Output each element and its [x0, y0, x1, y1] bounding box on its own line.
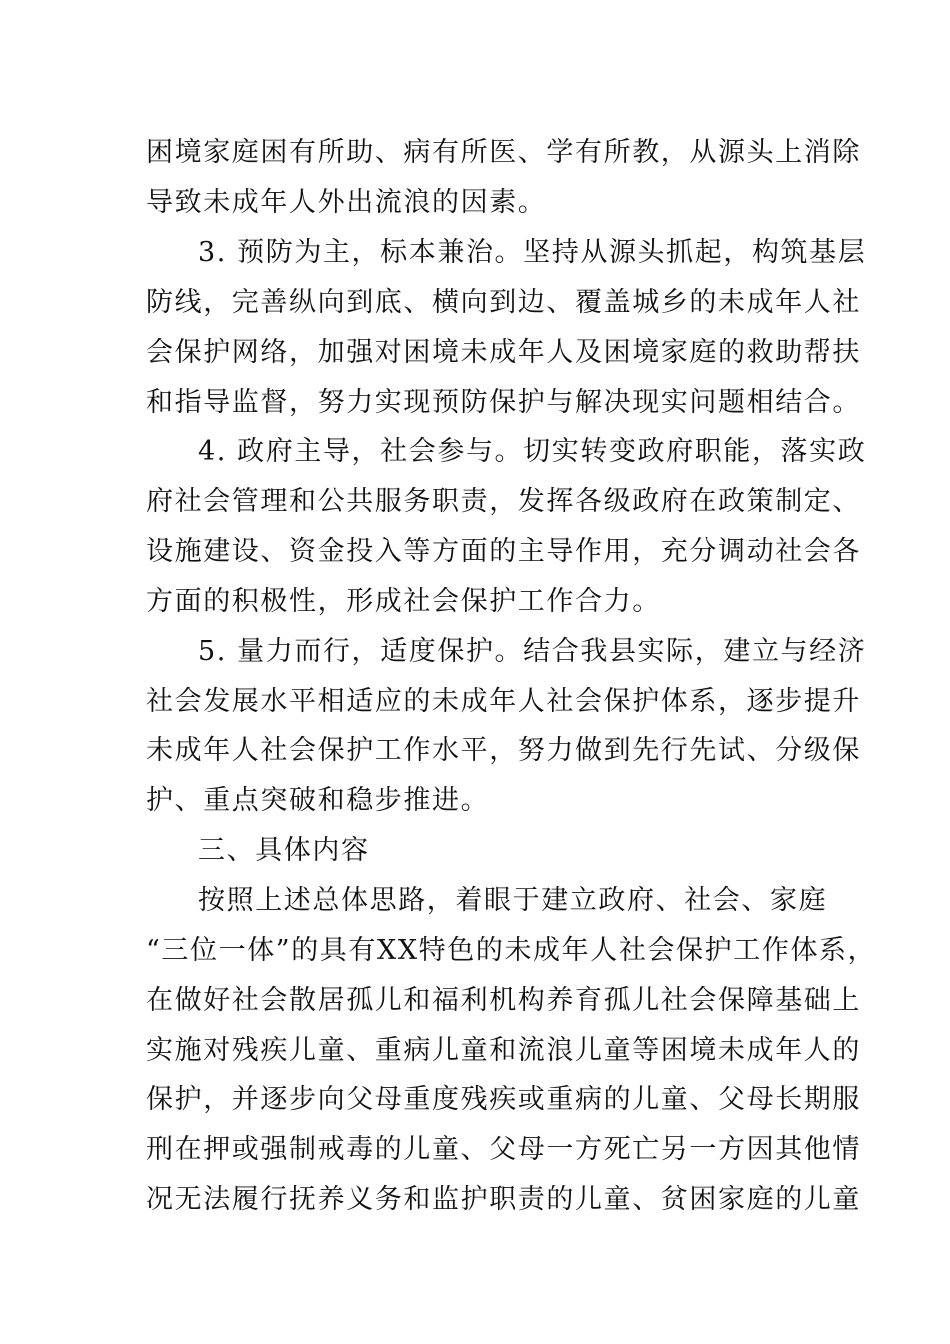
text-line: 刑在押或强制戒毒的儿童、父母一方死亡另一方因其他情 [146, 1134, 861, 1165]
text-line: 按照上述总体思路，着眼于建立政府、社会、家庭 [198, 885, 828, 916]
text-line: 护、重点突破和稳步推进。 [146, 785, 490, 816]
text-line: 防线，完善纵向到底、横向到边、覆盖城乡的未成年人社 [146, 287, 861, 318]
text-line: 方面的积极性，形成社会保护工作合力。 [146, 586, 661, 617]
text-line: 保护，并逐步向父母重度残疾或重病的儿童、父母长期服 [146, 1084, 861, 1115]
text-line: 和指导监督，努力实现预防保护与解决现实问题相结合。 [146, 387, 861, 418]
text-line: “三位一体”的具有XX特色的未成年人社会保护工作体系， [146, 935, 877, 966]
text-line-item-4: 4. 政府主导，社会参与。切实转变政府职能，落实政 [198, 436, 867, 467]
text-line: 困境家庭困有所助、病有所医、学有所教，从源头上消除 [146, 137, 861, 168]
text-line: 府社会管理和公共服务职责，发挥各级政府在政策制定、 [146, 486, 861, 517]
text-line: 况无法履行抚养义务和监护职责的儿童、贫困家庭的儿童 [146, 1184, 861, 1215]
section-heading: 三、具体内容 [198, 835, 370, 866]
text-line: 会保护网络，加强对困境未成年人及困境家庭的救助帮扶 [146, 337, 861, 368]
text-line: 在做好社会散居孤儿和福利机构养育孤儿社会保障基础上 [146, 985, 861, 1016]
text-line-item-5: 5. 量力而行，适度保护。结合我县实际，建立与经济 [198, 636, 867, 667]
text-line: 设施建设、资金投入等方面的主导作用，充分调动社会各 [146, 536, 861, 567]
text-line: 实施对残疾儿童、重病儿童和流浪儿童等困境未成年人的 [146, 1035, 861, 1066]
text-line: 导致未成年人外出流浪的因素。 [146, 187, 547, 218]
text-line: 未成年人社会保护工作水平，努力做到先行先试、分级保 [146, 735, 861, 766]
text-line-item-3: 3. 预防为主，标本兼治。坚持从源头抓起，构筑基层 [198, 237, 867, 268]
text-line: 社会发展水平相适应的未成年人社会保护体系，逐步提升 [146, 686, 861, 717]
